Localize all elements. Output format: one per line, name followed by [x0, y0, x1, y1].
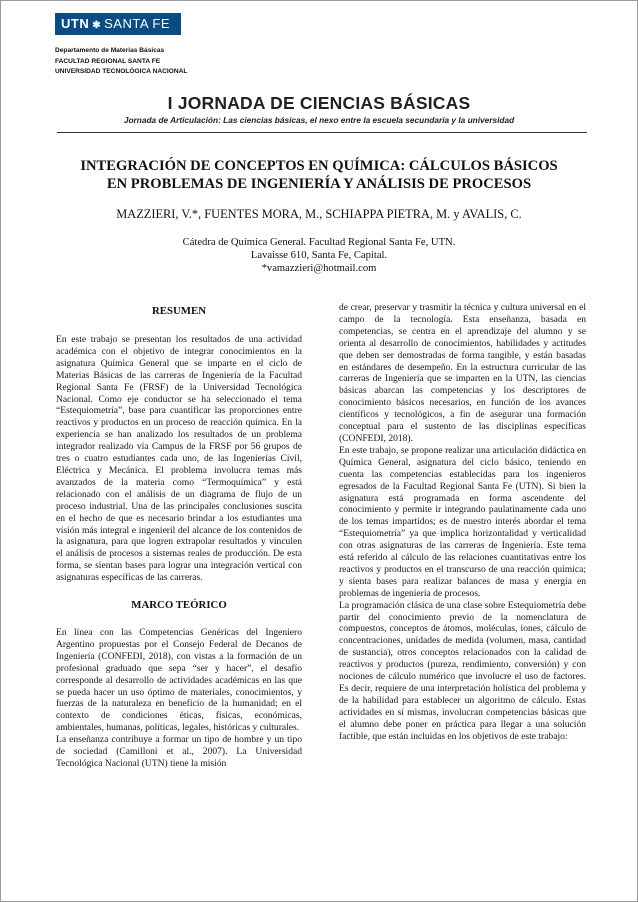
body-paragraph: La enseñanza contribuye a formar un tipo de hombre y un tipo de sociedad (Camilloni et al., 2007). La Universidad Tecnológica Nacional (UTN) tiene la misión: [56, 734, 302, 769]
paper-title-line: EN PROBLEMAS DE INGENIERÍA Y ANÁLISIS DE PROCESOS: [106, 176, 532, 192]
dept-line: Departamento de Materias Básicas: [55, 47, 165, 54]
marco-teorico-heading: MARCO TEÓRICO: [131, 599, 227, 612]
resumen-heading: RESUMEN: [152, 305, 206, 317]
right-column: [339, 302, 586, 743]
body-paragraph: En línea con las Competencias Genéricas del Ingeniero Argentino propuestas por el Consejo Federal de Decanos de Ingeniería (CONFEDI, 2018), con vistas a la formación de un profesional graduado que sepa “ser y hacer”, el desafío corresponde al desarrollo de actividades académicas en las que se pueda hacer un uso óptimo de materiales, conocimientos, y fuerzas de la naturaleza en beneficio de la humanidad; en el contexto de condiciones éticas, físicas, económicas, ambientales, humanas, políticas, legales, históricas y culturales.: [56, 627, 302, 734]
department-block: [55, 46, 187, 78]
paper-affiliation: [1, 236, 637, 275]
jornada-subtitle: Jornada de Articulación: Las ciencias básicas, el nexo entre la escuela secundaria y la universidad: [123, 115, 515, 125]
logo-text-utn: UTN: [61, 16, 90, 31]
header-divider: [57, 132, 587, 133]
affiliation-email: *vamazzieri@hotmail.com: [261, 263, 377, 274]
paper-title-line: INTEGRACIÓN DE CONCEPTOS EN QUÍMICA: CÁLCULOS BÁSICOS: [80, 158, 558, 174]
paper-authors: MAZZIERI, V.*, FUENTES MORA, M., SCHIAPPA PIETRA, M. y AVALIS, C.: [116, 207, 522, 221]
body-paragraph: La programación clásica de una clase sobre Estequiometría debe partir del conocimiento previo de la nomenclatura de compuestos, conceptos de átomos, moléculas, iones, cálculo de concentraciones, unidades de medida (volumen, masa, cantidad de sustancia), otros conceptos relacionados con la calidad de reactivos y productos (pureza, rendimiento, conversión) y con nociones de cálculo numérico que involucre el uso de factores. Es decir, requiere de una interpretación holística del problema y de la habilidad para establecer un algoritmo de cálculo. Estas actividades en sí mismas, involucran competencias básicas que el alumno debe poner en práctica para llegar a una solución factible, que están incluidas en los objetivos de este trabajo:: [339, 599, 586, 742]
paper-title: [41, 157, 597, 193]
body-paragraph: En este trabajo, se propone realizar una articulación didáctica en Química General, asignatura del ciclo básico, teniendo en cuenta las competencias establecidas para los ingenieros egresados de la Facultad Regional Santa Fe (UTN). Si bien la asignatura está programada en forma ascendente del conocimiento y permite ir integrando paulatinamente cada uno de los temas impartidos; es de nuestro interés abordar el tema “Estequiometría” ya que implica horizontalidad y verticalidad con otras asignaturas de las carreras de Ingeniería. Este tema está referido al cálculo de las relaciones cuantitativas entre los reactivos y productos en el transcurso de una reacción química; y sienta bases para realizar balances de masa y energía en problemas de ingeniería de procesos.: [339, 444, 586, 599]
affiliation-line: Lavaisse 610, Santa Fe, Capital.: [250, 250, 388, 261]
body-paragraph: de crear, preservar y trasmitir la técnica y cultura universal en el campo de la tecnología. Esta enseñanza, basada en competencias, se centra en el aprendizaje del alumno y se orienta al desarrollo de conocimientos, habilidades y actitudes que deben ser demostradas de forma tangible, y están basadas en estándares de desempeño. En la estructura curricular de las carreras de Ingeniería que se imparten en la UTN, las ciencias básicas abarcan las competencias y los descriptores de conocimiento básicos necesarios, en función de los avances científicos y tecnológicos, a fin de asegurar una formación conceptual para el sustento de las disciplinas específicas (CONFEDI, 2018).: [339, 302, 586, 444]
jornada-title: I JORNADA DE CIENCIAS BÁSICAS: [167, 93, 471, 113]
dept-line: FACULTAD REGIONAL SANTA FE: [55, 57, 161, 65]
dept-line: UNIVERSIDAD TECNOLÓGICA NACIONAL: [55, 68, 188, 75]
left-column: [56, 299, 302, 770]
logo-text-santafe: SANTA FE: [104, 16, 170, 31]
logo-separator-icon: ✱: [92, 20, 102, 31]
utn-logo: [55, 13, 181, 35]
resumen-paragraph: En este trabajo se presentan los resultados de una actividad académica con el objetivo de integrar conocimientos en la asignatura Química General que se imparte en el ciclo de Materias Básicas de las carreras de Ingeniería de la Facultad Regional Santa Fe (FRSF) de la Universidad Tecnológica Nacional. Como eje conductor se ha seleccionado el tema “Estequiometría”, base para cuantificar las proporciones entre reactivos y productos en un proceso de reacción química. En la experiencia se han analizado los resultados de un problema integrador realizado vía Campus de la FRSF por 56 grupos de tres o cuatro estudiantes cada uno, de las Ingenierías Civil, Eléctrica y Mecánica. El problema involucra temas más avanzados de la materia como “Termoquímica” y está relacionado con el análisis de un diagrama de flujo de un proceso industrial. Una de las principales conclusiones suscita en el hecho de que es necesario brindar a los estudiantes una visión más integral e ingenieril del alcance de los contenidos de la asignatura, para que logren extrapolar resultados y vinculen el análisis de procesos a sistemas reales de producción. De esta forma, se sientan bases para lograr una integración vertical con asignaturas específicas de las carreras.: [56, 334, 302, 584]
affiliation-line: Cátedra de Química General. Facultad Regional Santa Fe, UTN.: [182, 237, 456, 248]
